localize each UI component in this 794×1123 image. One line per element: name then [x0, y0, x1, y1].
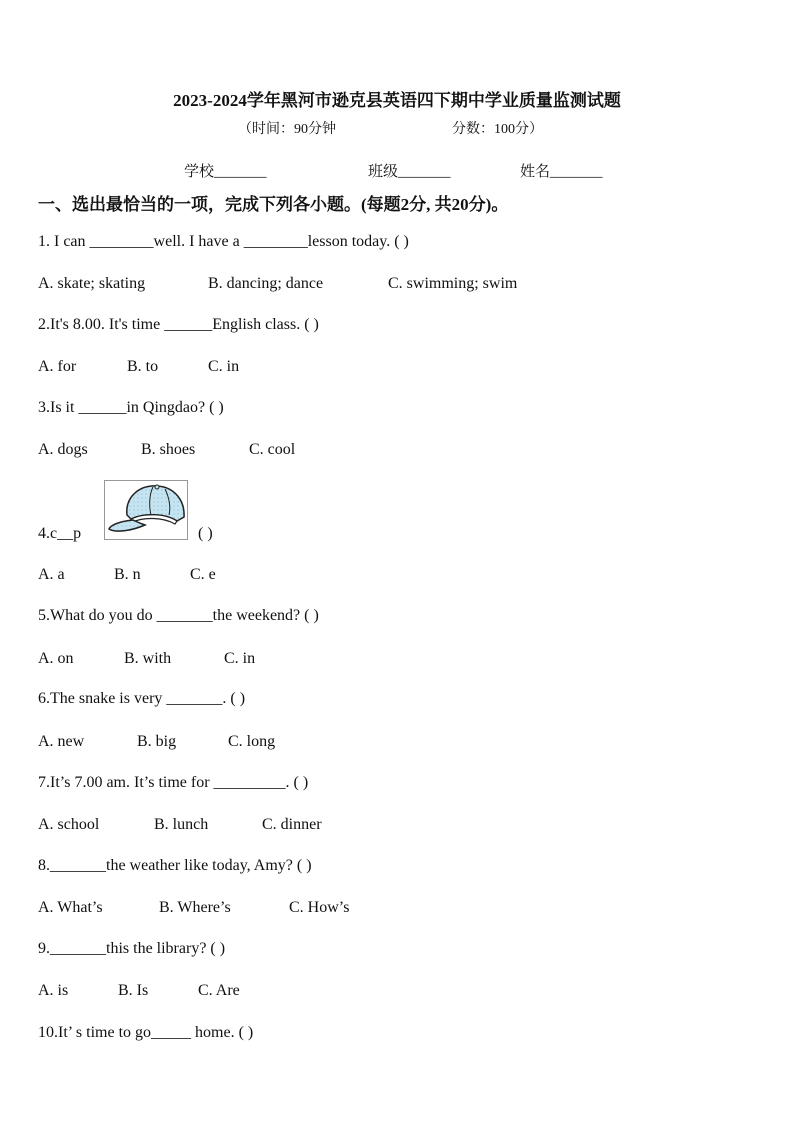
q4-option-c: C. e: [190, 566, 216, 583]
page-title: 2023-2024学年黑河市逊克县英语四下期中学业质量监测试题: [173, 91, 621, 110]
q5-option-c: C. in: [224, 650, 256, 667]
q2-option-c: C. in: [208, 358, 240, 375]
q7-option-b: B. lunch: [154, 816, 209, 833]
q4-option-b: B. n: [114, 566, 141, 583]
school-field: 学校_______: [184, 164, 267, 180]
q2-option-b: B. to: [127, 358, 159, 375]
cap-image: [104, 480, 188, 540]
question-9: 9._______this the library? ( ): [38, 940, 226, 957]
q4-answer-paren: ( ): [198, 525, 213, 542]
q1-option-a: A. skate; skating: [38, 275, 146, 292]
q9-option-a: A. is: [38, 982, 69, 999]
q2-option-a: A. for: [38, 358, 77, 375]
q7-option-a: A. school: [38, 816, 100, 833]
q1-option-b: B. dancing; dance: [208, 275, 324, 292]
q8-option-a: A. What’s: [38, 899, 103, 916]
q1-option-c: C. swimming; swim: [388, 275, 518, 292]
q6-option-c: C. long: [228, 733, 276, 750]
question-8: 8._______the weather like today, Amy? ( ): [38, 857, 312, 874]
q8-option-b: B. Where’s: [159, 899, 231, 916]
q5-option-b: B. with: [124, 650, 172, 667]
question-1: 1. I can ________well. I have a ________lesson today. ( ): [38, 233, 409, 250]
q6-option-b: B. big: [137, 733, 177, 750]
q5-option-a: A. on: [38, 650, 74, 667]
q7-option-c: C. dinner: [262, 816, 322, 833]
question-2: 2.It's 8.00. It's time ______English class. ( ): [38, 316, 319, 333]
question-4: 4.c__p: [38, 525, 82, 542]
q3-option-c: C. cool: [249, 441, 296, 458]
question-5: 5.What do you do _______the weekend? ( ): [38, 607, 319, 624]
exam-score: 分数：100分）: [452, 122, 543, 137]
question-10: 10.It’ s time to go_____ home. ( ): [38, 1024, 254, 1041]
q3-option-b: B. shoes: [141, 441, 196, 458]
cap-icon: [105, 481, 187, 539]
question-7: 7.It’s 7.00 am. It’s time for _________. ( ): [38, 774, 309, 791]
exam-time: （时间：90分钟: [238, 122, 336, 137]
question-6: 6.The snake is very _______. ( ): [38, 690, 246, 707]
q6-option-a: A. new: [38, 733, 85, 750]
section-heading: 一、选出最恰当的一项，完成下列各小题。(每题2分, 共20分)。: [38, 195, 509, 214]
q8-option-c: C. How’s: [289, 899, 350, 916]
name-field: 姓名_______: [520, 164, 603, 180]
q4-option-a: A. a: [38, 566, 65, 583]
q9-option-c: C. Are: [198, 982, 240, 999]
q9-option-b: B. Is: [118, 982, 149, 999]
class-field: 班级_______: [368, 164, 451, 180]
question-3: 3.Is it ______in Qingdao? ( ): [38, 399, 224, 416]
q3-option-a: A. dogs: [38, 441, 88, 458]
